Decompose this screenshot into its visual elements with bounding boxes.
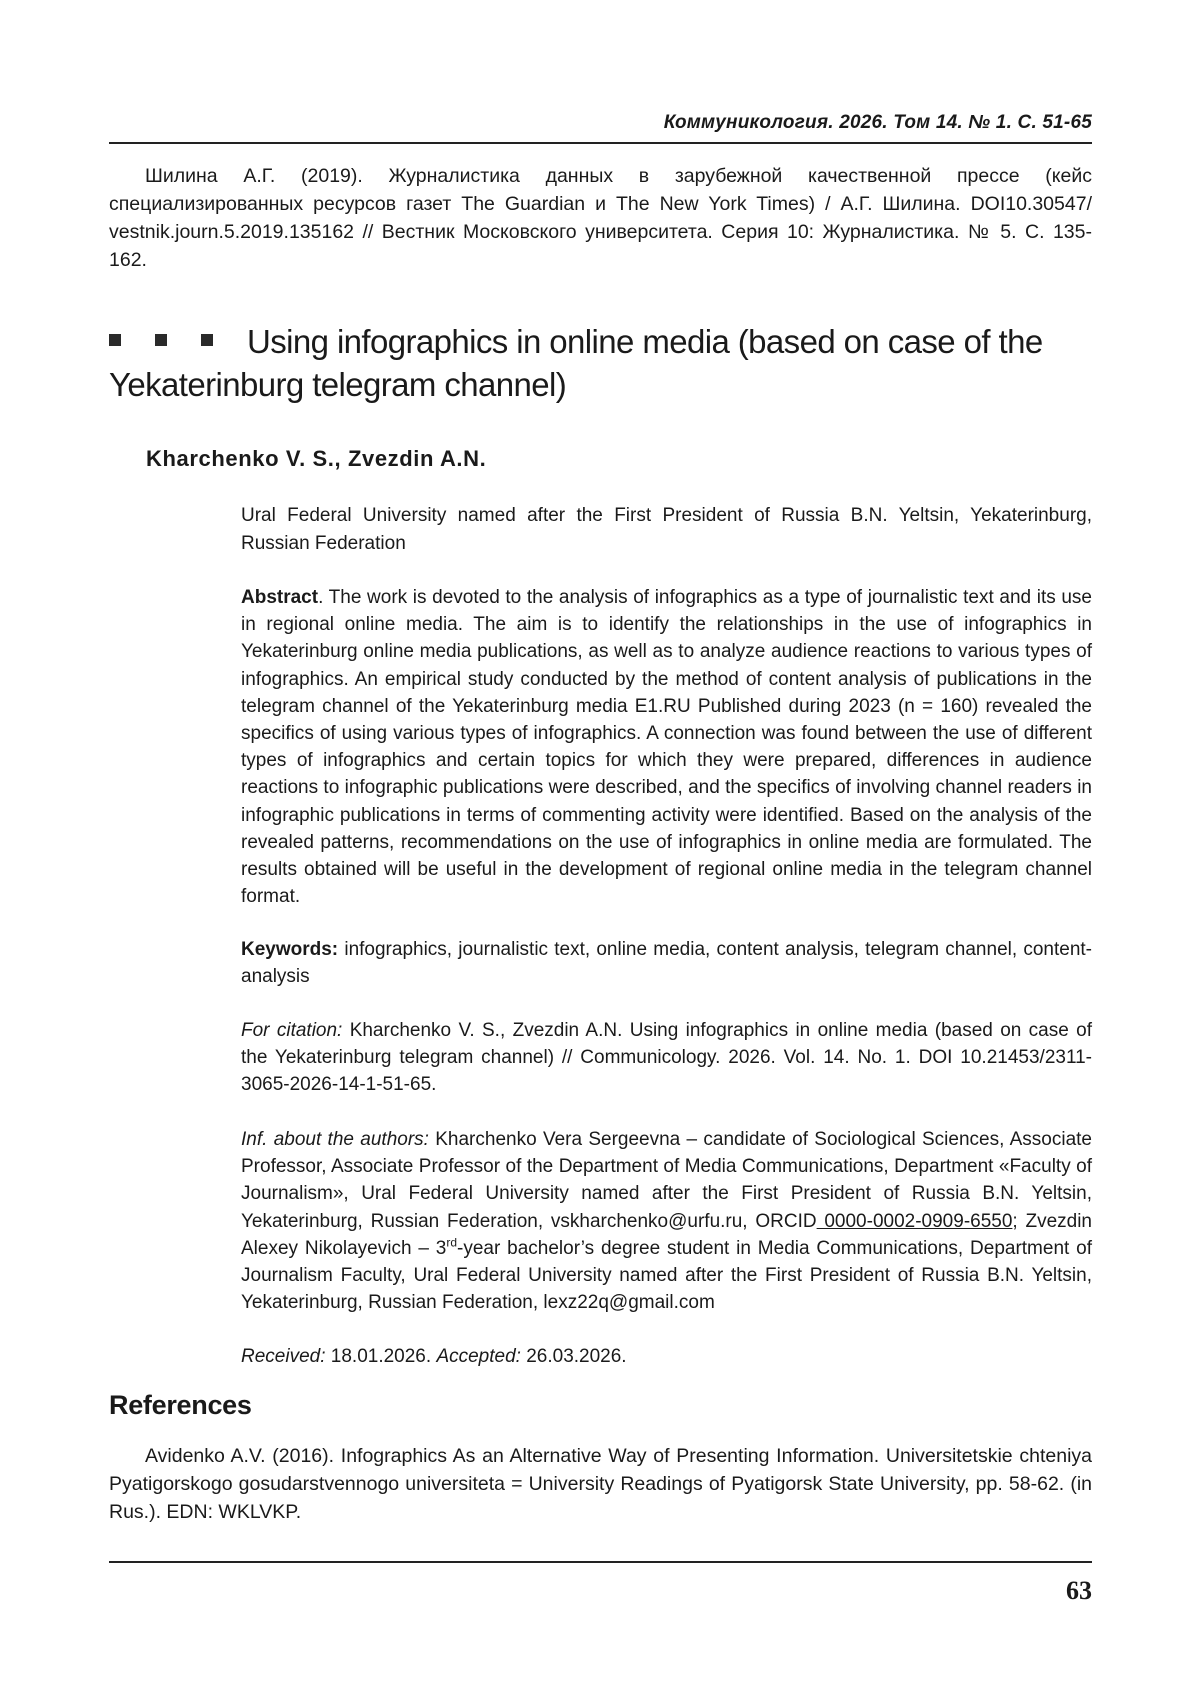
footer-rule	[109, 1561, 1092, 1563]
received-label: Received:	[241, 1346, 326, 1367]
bullet-square-icon	[109, 334, 121, 346]
authors-info-label: Inf. about the authors:	[241, 1129, 429, 1150]
abstract	[241, 584, 1092, 910]
references-heading: References	[109, 1390, 252, 1420]
abstract-text: . The work is devoted to the analysis of infographics as a type of journalistic text and its use in regional online media. The aim is to identify the relationships in the use of infographics in Yekaterinburg online media publications, as well as to analyze audience reactions to various types of infographics. An empirical study conducted by the method of content analysis of publications in the telegram channel of the Yekaterinburg media E1.RU Published during 2023 (n = 160) revealed the specifics of using various types of infographics. A connection was found between the use of different types of infographics and certain topics for which they were prepared, differences in audience reactions to infographic publications were described, and the specifics of involving channel readers in infographic publications in terms of commenting activity were identified. Based on the analysis of the revealed patterns, recommendations on the use of infographics in online media are formulated. The results obtained will be useful in the development of regional online media in the telegram channel format.	[241, 587, 1092, 908]
dates	[241, 1343, 1092, 1370]
citation-label: For citation:	[241, 1020, 343, 1041]
orcid-link[interactable]: 0000-0002-0909-6550	[816, 1210, 1013, 1232]
authors-info-text: ; Zvezdin Alexey Nikolayevich – 3	[241, 1210, 1092, 1259]
authors-info-text: -year bachelor’s degree student in Media Communications, Department of Journalism Faculty, Ural Federal University named after the First President of Russia B.N. Yeltsin, Yekaterinburg, Russian Federation, lexz22q@gmail.com	[241, 1237, 1092, 1314]
citation	[241, 1017, 1092, 1099]
received-date: 18.01.2026.	[325, 1346, 437, 1367]
keywords-label: Keywords:	[241, 939, 339, 960]
previous-reference: Шилина А.Г. (2019). Журналистика данных в зарубежной качественной прессе (кейс специализированных ресурсов газет The Guardian и The New York Times) / А.Г. Шилина. DOI10.30547/ vestnik.journ.5.2019.135162 // Вестник Московского университета. Серия 10: Журналистика. № 5. С. 135-162.	[109, 165, 1092, 271]
running-head: Коммуникология. 2026. Том 14. № 1. С. 51-65	[663, 112, 1092, 133]
bullet-square-icon	[155, 334, 167, 346]
affiliation: Ural Federal University named after the First President of Russia B.N. Yeltsin, Yekaterinburg, Russian Federation	[241, 505, 1092, 554]
citation-text: Kharchenko V. S., Zvezdin A.N. Using infographics in online media (based on case of the Yekaterinburg telegram channel) // Communicology. 2026. Vol. 14. No. 1. DOI 10.21453/2311-3065-2026-14-1-51-65.	[241, 1020, 1093, 1096]
header-rule	[109, 142, 1092, 144]
authors-info	[241, 1126, 1092, 1316]
accepted-label: Accepted:	[436, 1346, 521, 1367]
page-number: 63	[1066, 1576, 1092, 1605]
article-authors: Kharchenko V. S., Zvezdin A.N.	[146, 446, 487, 471]
authors-info-text: Kharchenko Vera Sergeevna – candidate of Sociological Sciences, Associate Professor, Associate Professor of the Department of Media Communications, Department «Faculty of Journalism», Ural Federal University named after the First President of Russia B.N. Yeltsin, Yekaterinburg, Russian Federation, vskharchenko@urfu.ru, ORCID	[241, 1129, 1092, 1232]
ordinal-suffix: rd	[446, 1235, 458, 1250]
article-title	[109, 320, 1092, 406]
article-title-text: Using infographics in online media (based on case of the Yekaterinburg telegram channel)	[109, 323, 1043, 403]
reference-item: Avidenko A.V. (2016). Infographics As an Alternative Way of Presenting Information. Universitetskie chteniya Pyatigorskogo gosudarstvennogo universiteta = University Readings of Pyatigorsk State University, pp. 58-62. (in Rus.). EDN: WKLVKP.	[109, 1445, 1092, 1523]
keywords-text: infographics, journalistic text, online media, content analysis, telegram channel, content-analysis	[241, 939, 1092, 988]
accepted-date: 26.03.2026.	[520, 1346, 627, 1367]
abstract-label: Abstract	[241, 587, 319, 608]
bullet-square-icon	[201, 334, 213, 346]
keywords	[241, 936, 1092, 990]
